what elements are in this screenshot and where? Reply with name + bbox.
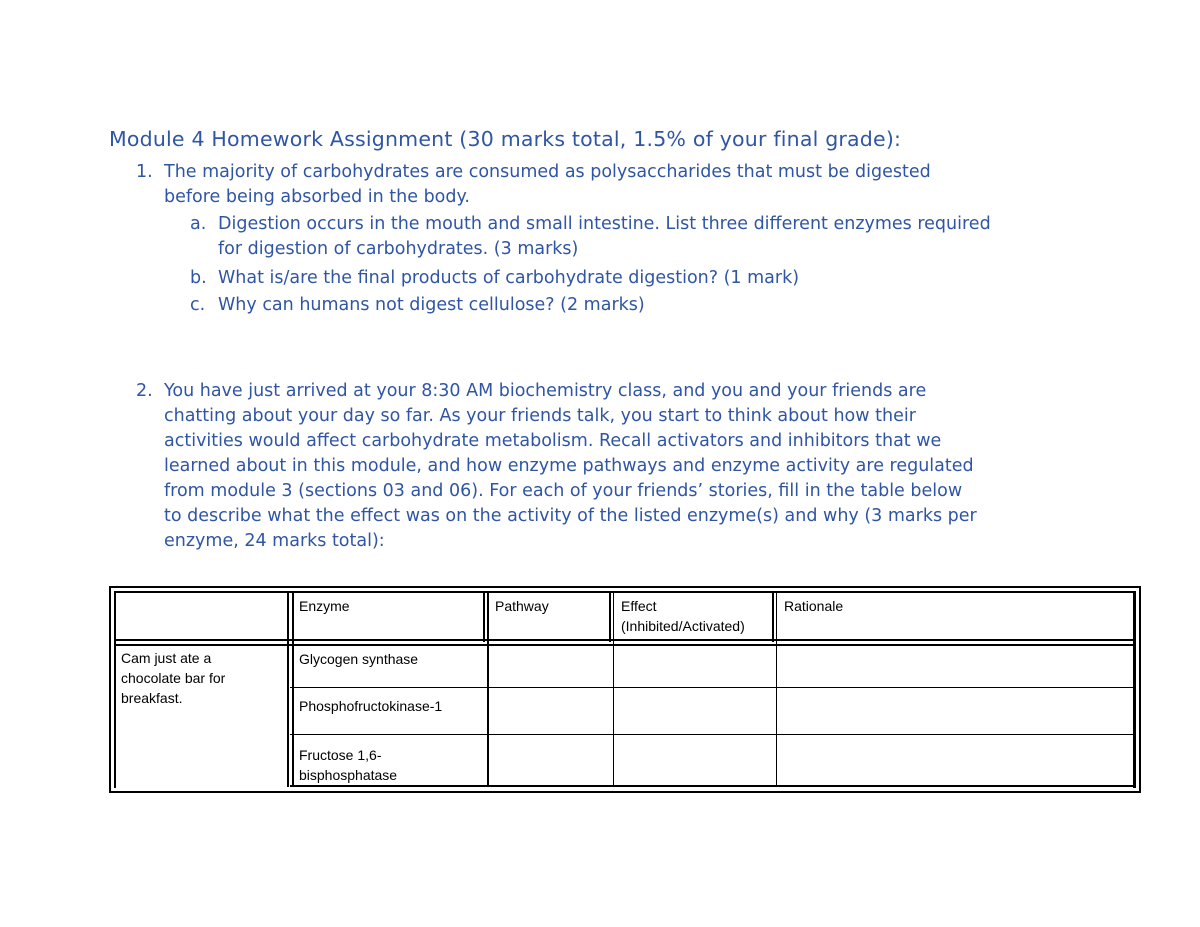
question-1b-text: What is/are the final products of carbohydrate digestion? (1 mark) [218, 268, 800, 288]
question-2-text-line-7: enzyme, 24 marks total): [164, 531, 385, 551]
question-1a-text-line-1: Digestion occurs in the mouth and small intestine. List three different enzymes required [218, 214, 991, 234]
effect-answer-cell-3[interactable] [614, 735, 775, 785]
col-sep-3a-header [609, 593, 611, 642]
question-1c-letter: c. [190, 295, 206, 315]
question-2-text-line-2: chatting about your day so far. As your friends talk, you start to think about how their [164, 406, 916, 426]
header-pathway: Pathway [495, 598, 549, 614]
question-2-text-line-1: You have just arrived at your 8:30 AM biochemistry class, and you and your friends are [164, 381, 927, 401]
pathway-answer-cell-3[interactable] [489, 735, 612, 785]
story-cell-line-2: chocolate bar for [121, 670, 226, 686]
question-1-text-line-2: before being absorbed in the body. [164, 187, 470, 207]
effect-answer-cell-2[interactable] [614, 688, 775, 734]
header-effect-line-2: (Inhibited/Activated) [621, 618, 745, 634]
question-2-text-line-4: learned about in this module, and how enzyme pathways and enzyme activity are regulated [164, 456, 974, 476]
col-sep-1b [292, 593, 294, 787]
enzyme-cell-glycogen-synthase: Glycogen synthase [299, 651, 419, 667]
pathway-answer-cell-1[interactable] [489, 646, 612, 687]
page-title: Module 4 Homework Assignment (30 marks total, 1.5% of your final grade): [109, 127, 902, 151]
story-cell-line-1: Cam just ate a [121, 650, 212, 666]
header-rationale: Rationale [784, 598, 844, 614]
question-1-number: 1. [136, 162, 153, 182]
header-divider-upper [116, 639, 1134, 641]
header-effect-line-1: Effect [621, 598, 657, 614]
question-1a-letter: a. [190, 214, 207, 234]
header-enzyme: Enzyme [299, 598, 350, 614]
col-sep-1a [287, 593, 289, 787]
col-sep-2a-header [483, 593, 485, 642]
question-2-text-line-6: to describe what the effect was on the activity of the listed enzyme(s) and why (3 marks per [164, 506, 977, 526]
enzyme-table [109, 586, 1141, 793]
col-sep-4a-header [772, 593, 774, 642]
question-1c-text: Why can humans not digest cellulose? (2 marks) [218, 295, 645, 315]
effect-answer-cell-1[interactable] [614, 646, 775, 687]
story-cell-line-3: breakfast. [121, 690, 183, 706]
pathway-answer-cell-2[interactable] [489, 688, 612, 734]
question-1b-letter: b. [190, 268, 207, 288]
question-2-text-line-3: activities would affect carbohydrate metabolism. Recall activators and inhibitors that we [164, 431, 942, 451]
rationale-answer-cell-2[interactable] [777, 688, 1132, 734]
enzyme-cell-fbpase-line-2: bisphosphatase [299, 767, 398, 783]
question-1-text-line-1: The majority of carbohydrates are consumed as polysaccharides that must be digested [164, 162, 931, 182]
question-2-number: 2. [136, 381, 153, 401]
question-2-text-line-5: from module 3 (sections 03 and 06). For each of your friends’ stories, fill in the table below [164, 481, 963, 501]
enzyme-cell-phosphofructokinase-1: Phosphofructokinase-1 [299, 698, 443, 714]
rationale-answer-cell-3[interactable] [777, 735, 1132, 785]
table-bottom-inner-border [290, 785, 1134, 787]
enzyme-cell-fbpase-line-1: Fructose 1,6- [299, 747, 382, 763]
rationale-answer-cell-1[interactable] [777, 646, 1132, 687]
question-1a-text-line-2: for digestion of carbohydrates. (3 marks) [218, 239, 579, 259]
